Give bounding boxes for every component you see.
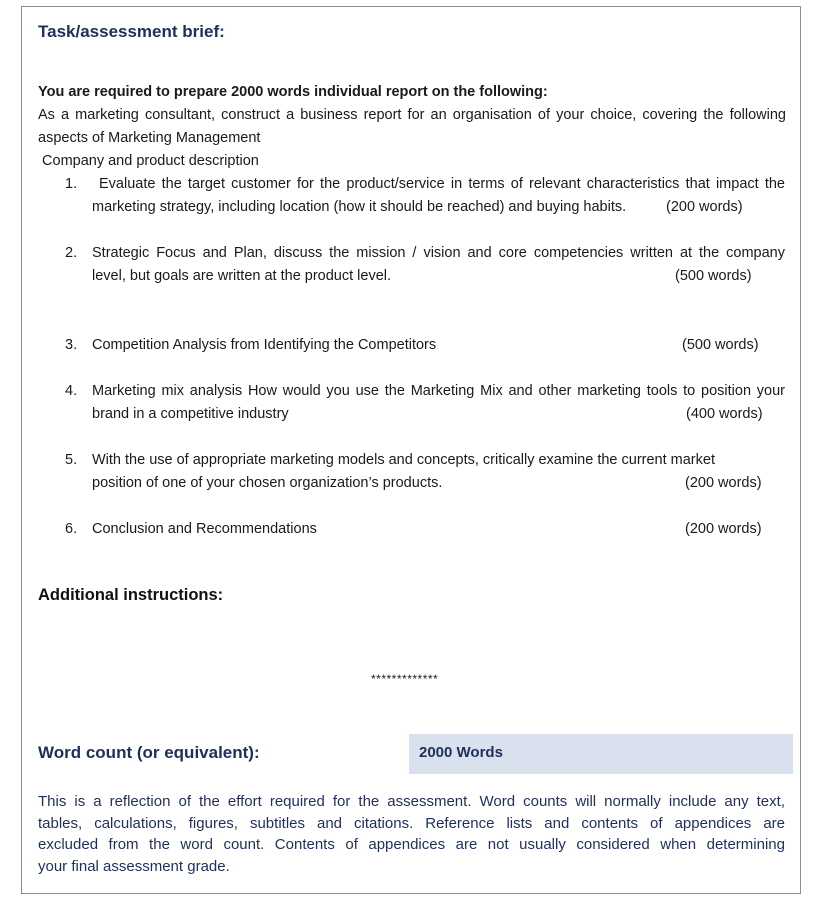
item-line: position of one of your chosen organization’s products.	[92, 475, 443, 491]
additional-instructions-heading: Additional instructions:	[38, 586, 224, 604]
item-line: Competition Analysis from Identifying the Competitors	[92, 337, 437, 353]
item-word-count: (500 words)	[675, 268, 752, 284]
note-line: excluded from the word count. Contents of appendices are not usually considered when determining	[38, 836, 785, 853]
item-word-count: (400 words)	[686, 406, 763, 422]
item-number: 1.	[65, 176, 78, 192]
note-line: tables, calculations, figures, subtitles and citations. Reference lists and contents of appendices are	[38, 814, 785, 832]
item-line: level, but goals are written at the product level.	[92, 268, 392, 284]
note-line: This is a reflection of the effort required for the assessment. Word counts will normally include any text,	[38, 793, 785, 810]
word-count-value: 2000 Words	[419, 744, 503, 761]
item-line: Strategic Focus and Plan, discuss the mission / vision and core competencies written at the company	[92, 245, 785, 261]
word-count-label: Word count (or equivalent):	[38, 743, 260, 762]
word-count-box	[409, 734, 793, 774]
item-line: marketing strategy, including location (how it should be reached) and buying habits.	[92, 199, 627, 215]
item-number: 4.	[65, 383, 78, 399]
item-number: 5.	[65, 452, 78, 468]
item-word-count: (200 words)	[685, 521, 762, 537]
intro-line: As a marketing consultant, construct a business report for an organisation of your choice, covering the following	[38, 107, 786, 123]
item-line: Evaluate the target customer for the product/service in terms of relevant characteristics that impact the	[99, 176, 785, 192]
item-word-count: (500 words)	[682, 337, 759, 353]
item-number: 6.	[65, 521, 78, 537]
brief-heading: Task/assessment brief:	[38, 22, 225, 41]
intro-line: aspects of Marketing Management	[38, 130, 261, 146]
item-number: 2.	[65, 245, 78, 261]
item-word-count: (200 words)	[666, 199, 743, 215]
separator-stars: *************	[371, 672, 439, 686]
item-word-count: (200 words)	[685, 475, 762, 491]
item-line: Marketing mix analysis How would you use the Marketing Mix and other marketing tools to position your	[92, 383, 785, 399]
word-count-note	[38, 791, 785, 877]
note-line: your final assessment grade.	[38, 857, 230, 875]
item-line: Conclusion and Recommendations	[92, 521, 317, 537]
item-line: With the use of appropriate marketing models and concepts, critically examine the current market	[92, 452, 715, 468]
intro-title: You are required to prepare 2000 words individual report on the following:	[38, 84, 548, 100]
intro-line: Company and product description	[38, 153, 259, 169]
item-number: 3.	[65, 337, 78, 353]
item-line: brand in a competitive industry	[92, 406, 289, 422]
